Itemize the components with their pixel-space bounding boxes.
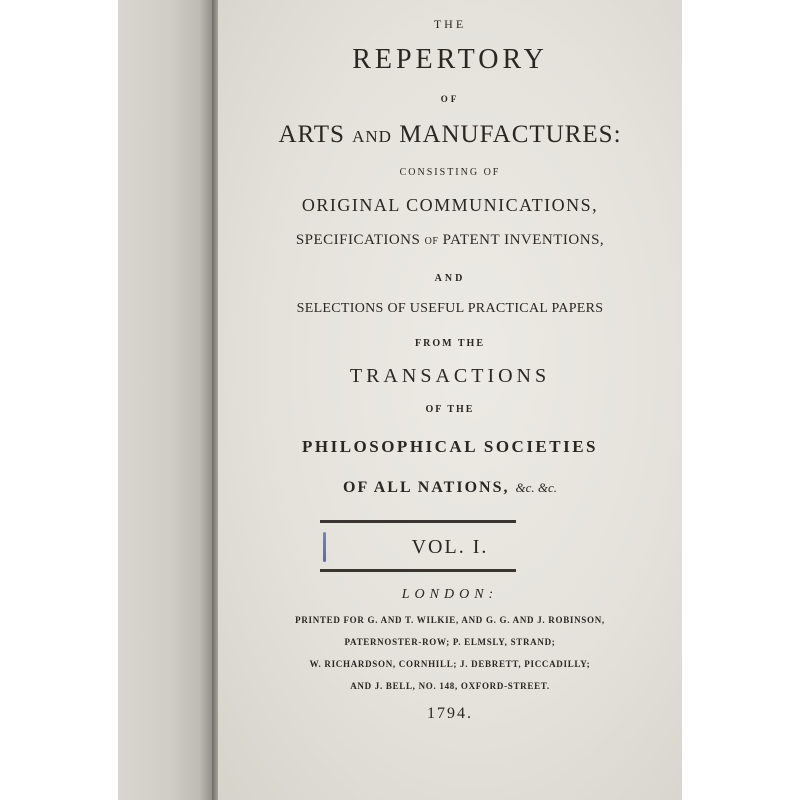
left-page [118, 0, 214, 800]
title-page [218, 0, 682, 800]
specs-part1: SPECIFICATIONS [295, 232, 425, 248]
publication-year: 1794. [427, 705, 473, 722]
selections-line: SELECTIONS OF USEFUL PRACTICAL PAPERS [296, 301, 604, 316]
and-line: AND [434, 273, 466, 284]
all-nations-line [218, 480, 682, 496]
divider-rule-top [320, 520, 516, 523]
imprint-line-2: PATERNOSTER-ROW; P. ELMSLY, STRAND; [344, 637, 556, 647]
divider-rule-bottom [320, 569, 516, 572]
title-arts-and-manufactures [218, 122, 682, 147]
etc-text: &c. &c. [515, 480, 557, 495]
title-the: THE [433, 17, 467, 31]
title-repertory: REPERTORY [352, 44, 548, 75]
consisting-of: CONSISTING OF [399, 167, 501, 178]
transactions-line: TRANSACTIONS [349, 365, 551, 387]
of-the-line: OF THE [425, 404, 475, 415]
original-communications: ORIGINAL COMMUNICATIONS, [301, 195, 599, 215]
imprint-line-3: W. RICHARDSON, CORNHILL; J. DEBRETT, PICCADILLY; [309, 659, 591, 669]
arts-part2: MANUFACTURES: [391, 121, 622, 148]
from-the-line: FROM THE [415, 338, 485, 349]
imprint-line-4: AND J. BELL, NO. 148, OXFORD-STREET. [350, 681, 550, 691]
arts-part1: ARTS [278, 121, 353, 148]
arts-and: AND [352, 127, 392, 146]
all-nations-text: OF ALL NATIONS, [343, 479, 516, 496]
city-london: LONDON: [401, 587, 499, 602]
imprint-line-1: PRINTED FOR G. AND T. WILKIE, AND G. G. AND J. ROBINSON, [295, 615, 605, 625]
specs-of: OF [424, 236, 439, 247]
title-of: OF [440, 94, 460, 104]
volume-label: VOL. I. [411, 536, 489, 558]
philosophical-societies: PHILOSOPHICAL SOCIETIES [301, 437, 599, 456]
specs-part2: PATENT INVENTIONS, [438, 232, 605, 248]
specifications-line [218, 233, 682, 248]
